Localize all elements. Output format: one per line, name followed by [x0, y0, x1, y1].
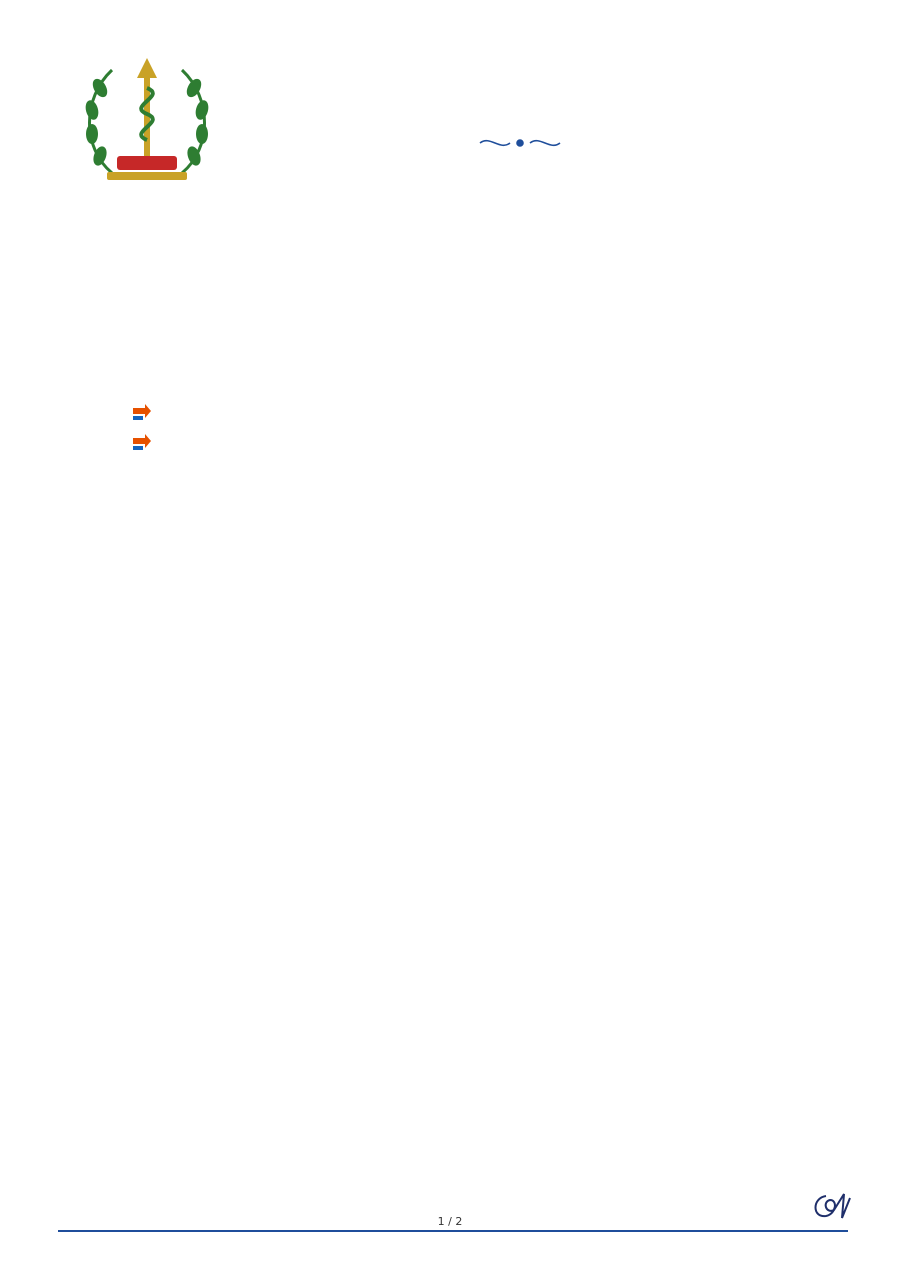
arrow-bullet-icon: [130, 398, 152, 428]
hospital-list-item: [78, 398, 858, 428]
footer-divider: [58, 1230, 848, 1232]
ministry-emblem-icon: [72, 48, 222, 198]
hospital-list-item: [78, 428, 858, 458]
arrow-bullet-icon: [130, 428, 152, 458]
signature-initials-icon: [808, 1190, 854, 1222]
ornament-divider-icon: [300, 133, 740, 153]
page-number: 1 / 2: [437, 1215, 463, 1228]
document-body: [78, 398, 858, 464]
